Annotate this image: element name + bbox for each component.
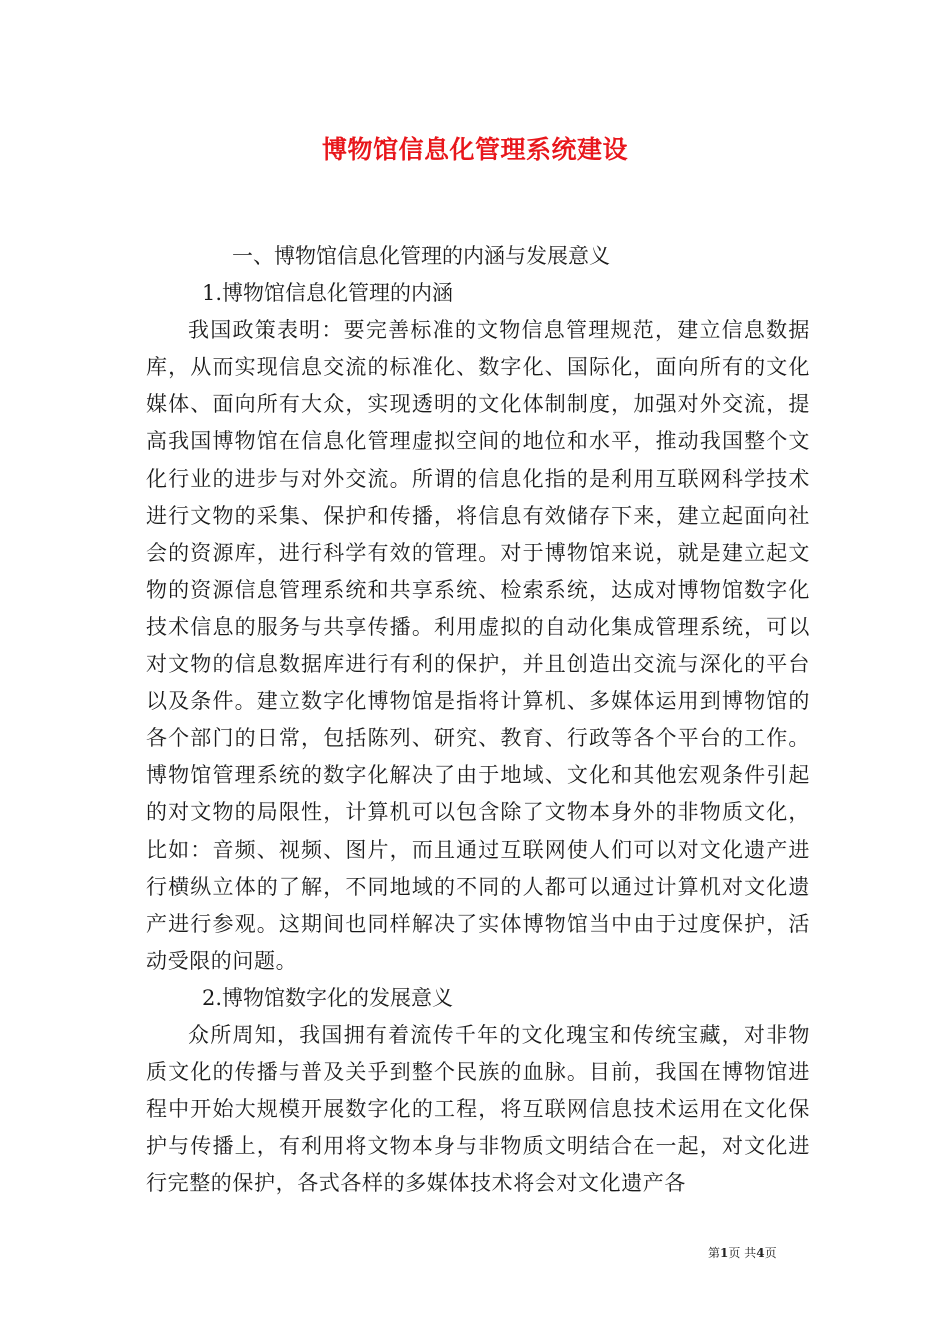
footer-prefix: 第: [708, 1246, 721, 1260]
page-footer: [708, 1245, 777, 1261]
paragraph-connotation: 我国政策表明：要完善标准的文物信息管理规范，建立信息数据库，从而实现信息交流的标准化、数字化、国际化，面向所有的文化媒体、面向所有大众，实现透明的文化体制制度，加强对外交流，提高我国博物馆在信息化管理虚拟空间的地位和水平，推动我国整个文化行业的进步与对外交流。所谓的信息化指的是利用互联网科学技术进行文物的采集、保护和传播，将信息有效储存下来，建立起面向社会的资源库，进行科学有效的管理。对于博物馆来说，就是建立起文物的资源信息管理系统和共享系统、检索系统，达成对博物馆数字化技术信息的服务与共享传播。利用虚拟的自动化集成管理系统，可以对文物的信息数据库进行有利的保护，并且创造出交流与深化的平台以及条件。建立数字化博物馆是指将计算机、多媒体运用到博物馆的各个部门的日常，包括陈列、研究、教育、行政等各个平台的工作。博物馆管理系统的数字化解决了由于地域、文化和其他宏观条件引起的对文物的局限性，计算机可以包含除了文物本身外的非物质文化，比如：音频、视频、图片，而且通过互联网使人们可以对文化遗产进行横纵立体的了解，不同地域的不同的人都可以通过计算机对文化遗产进行参观。这期间也同样解决了实体博物馆当中由于过度保护，活动受限的问题。: [146, 318, 810, 973]
document-body: [146, 238, 810, 1202]
section-heading: 一、博物馆信息化管理的内涵与发展意义: [232, 244, 610, 268]
footer-suffix: 页: [764, 1246, 777, 1260]
footer-middle: 页 共: [728, 1246, 757, 1260]
footer-total-pages: 4: [756, 1246, 765, 1260]
sub-heading-significance: 2.博物馆数字化的发展意义: [202, 985, 454, 1010]
footer-current-page: 1: [720, 1246, 729, 1260]
document-title: 博物馆信息化管理系统建设: [321, 135, 628, 164]
sub-heading-connotation: 1.博物馆信息化管理的内涵: [202, 281, 454, 306]
paragraph-significance: 众所周知，我国拥有着流传千年的文化瑰宝和传统宝藏，对非物质文化的传播与普及关乎到整个民族的血脉。目前，我国在博物馆进程中开始大规模开展数字化的工程，将互联网信息技术运用在文化保护与传播上，有利用将文物本身与非物质文明结合在一起，对文化进行完整的保护，各式各样的多媒体技术将会对文化遗产各: [146, 1022, 810, 1196]
